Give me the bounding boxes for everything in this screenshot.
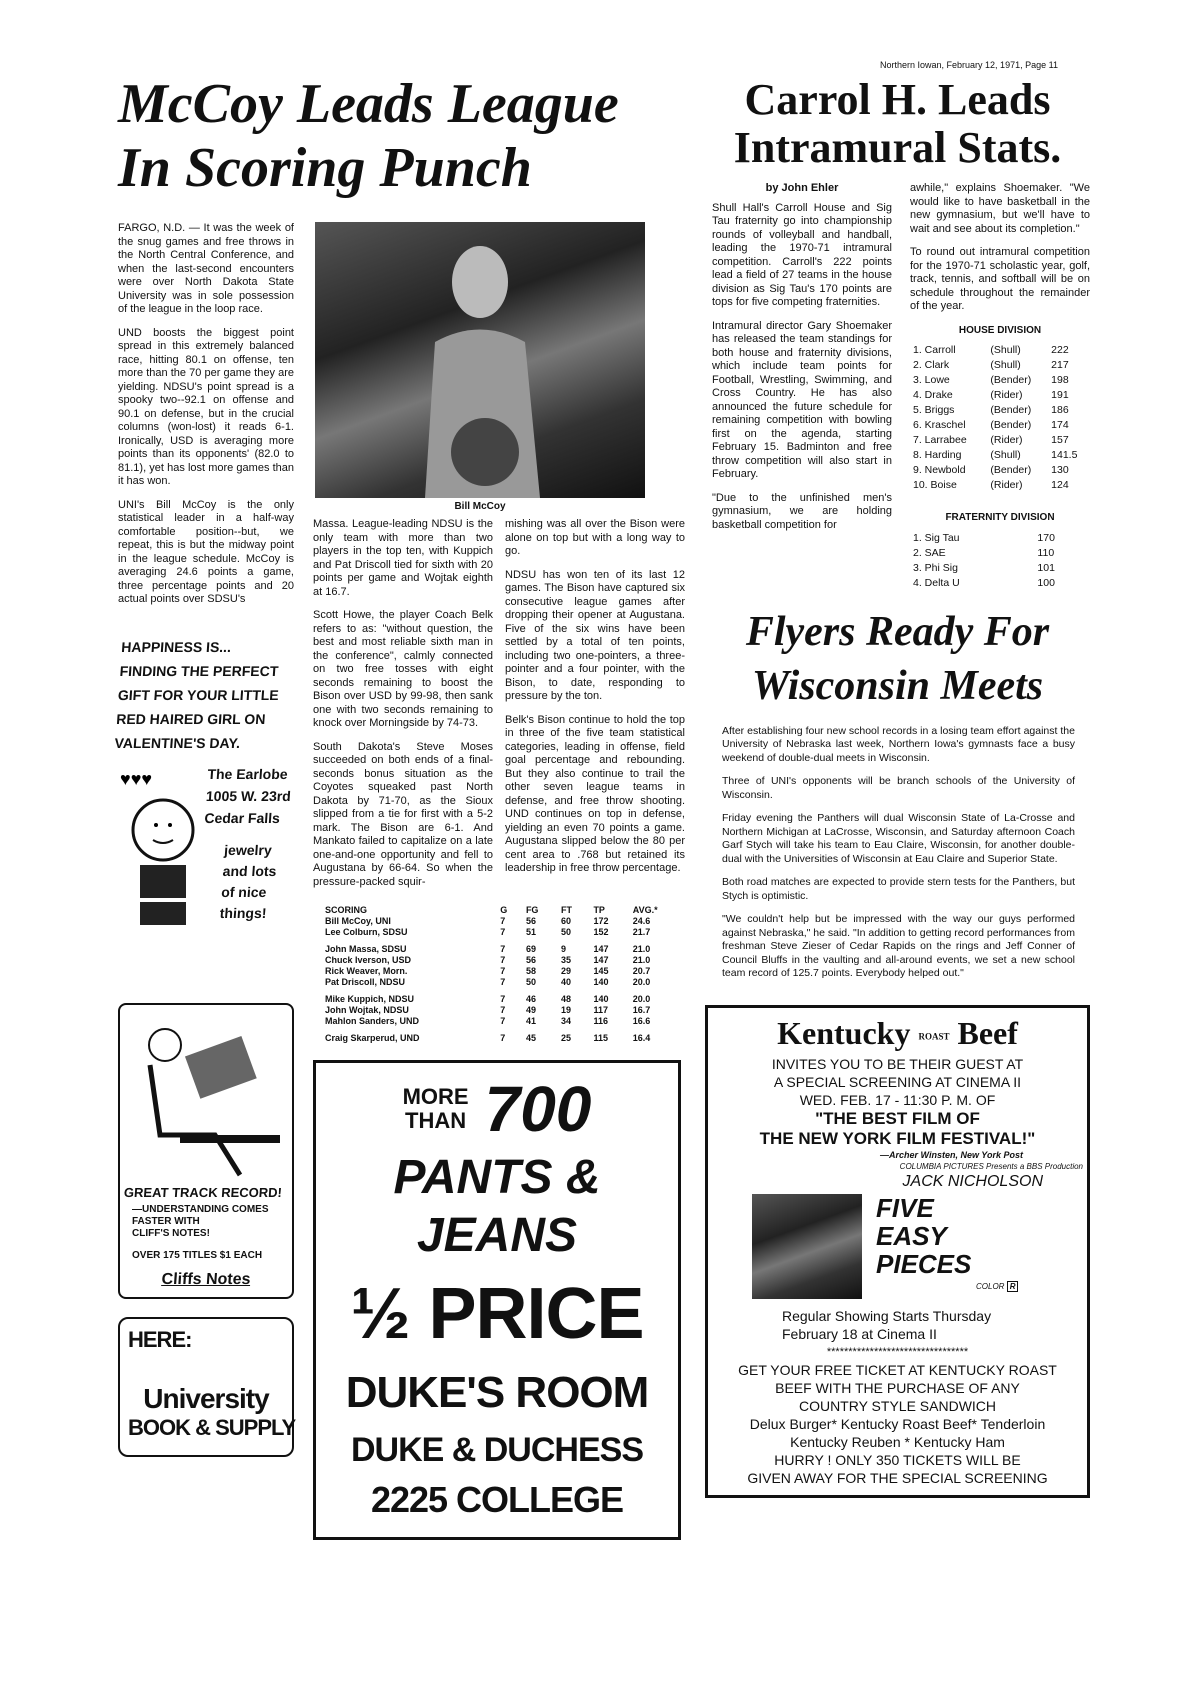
offer-line: HURRY ! ONLY 350 TICKETS WILL BE — [774, 1452, 1021, 1469]
intramural-column-2 — [910, 182, 1090, 591]
house-division-title: HOUSE DIVISION — [958, 324, 1042, 336]
offer-line: GIVEN AWAY FOR THE SPECIAL SCREENING — [747, 1470, 1048, 1487]
cell: (Shull) — [990, 449, 1021, 461]
cliffs-notes-ad — [118, 1003, 294, 1299]
cell: (Bender) — [990, 464, 1032, 476]
cell: 7 — [500, 966, 506, 976]
cell: Chuck Iverson, USD — [325, 955, 412, 965]
nicholson-photo — [752, 1194, 862, 1299]
cell: 100 — [1037, 576, 1055, 589]
fraternity-row — [910, 531, 1090, 546]
address: 2225 COLLEGE — [370, 1479, 624, 1520]
cell: 147 — [593, 944, 609, 954]
cell: 69 — [525, 944, 536, 954]
cell: 124 — [1051, 479, 1069, 491]
duke-duchess-label: DUKE & DUCHESS — [350, 1431, 644, 1469]
student-reading-icon — [120, 1005, 290, 1185]
cell: 7 — [500, 1033, 506, 1043]
invite-line: A SPECIAL SCREENING AT CINEMA II — [773, 1074, 1022, 1091]
ad-line: FINDING THE PERFECT — [119, 662, 279, 679]
color-label: COLOR — [976, 1282, 1005, 1292]
house-row — [910, 343, 1090, 358]
svg-text:♥♥♥: ♥♥♥ — [120, 769, 153, 789]
photo-caption: Bill McCoy — [454, 501, 506, 512]
ad-line: RED HAIRED GIRL ON — [115, 710, 266, 727]
cell: SCORING — [325, 905, 368, 915]
offer-line: Kentucky Reuben * Kentucky Ham — [790, 1434, 1005, 1451]
table-row — [321, 1005, 685, 1016]
paragraph: South Dakota's Steve Moses succeeded on both ends of a final-seconds bonus situation as the Coyotes squeaked past North Dakota by 71-70, as the Sioux slipped from a tie for first with a 5-2 mark. The Bison are 6-1. And Mankato failed to capitalize on a late one-and-one opportunity and fell to Augustana by 66-64. So when the pressure-packed squir- — [313, 740, 493, 888]
store-line: Cedar Falls — [203, 809, 281, 826]
table-row — [321, 966, 685, 977]
tagline: and lots — [222, 862, 278, 879]
cell: 117 — [593, 1005, 608, 1015]
paragraph: "Due to the unfinished men's gymnasium, we are holding basketball competition for — [712, 491, 892, 531]
cell: Lee Colburn, SDSU — [325, 927, 408, 937]
cell: 115 — [593, 1033, 608, 1043]
cell: John Massa, SDSU — [325, 944, 407, 954]
paragraph: FARGO, N.D. — It was the week of the snug games and free throws in the North Central Conference, and when the last-second encounters were over North Dakota State University was in sole possession of the league in the loop race. — [118, 222, 294, 315]
cell: 24.6 — [632, 916, 651, 926]
table-row — [321, 916, 685, 927]
ad-line: GIFT FOR YOUR LITTLE — [117, 686, 280, 703]
showing-line: February 18 at Cinema II — [782, 1326, 937, 1343]
fraternity-row — [910, 576, 1090, 591]
book-supply-label: BOOK & SUPPLY — [128, 1414, 296, 1440]
table-row — [321, 977, 685, 988]
intramural-column-1 — [712, 182, 892, 591]
cell: 222 — [1051, 344, 1069, 356]
cell: 7 — [500, 944, 506, 954]
table-row — [321, 944, 685, 955]
cell: 35 — [560, 955, 571, 965]
cell: 16.6 — [632, 1016, 651, 1026]
critic: —Archer Winsten, New York Post — [880, 1150, 1023, 1161]
offer-line: GET YOUR FREE TICKET AT KENTUCKY ROAST — [738, 1362, 1057, 1379]
paragraph: mishing was all over the Bison were alone on top but with a long way to go. — [505, 518, 685, 557]
kentucky-roast-beef-ad — [705, 1005, 1090, 1499]
cell: 170 — [1037, 531, 1055, 544]
right-column — [705, 76, 1090, 1498]
showing-line: Regular Showing Starts Thursday — [782, 1308, 992, 1325]
cell: 147 — [593, 955, 609, 965]
cell: 140 — [593, 994, 609, 1004]
headline-line-1: Flyers Ready For — [745, 608, 1050, 655]
invite-line: WED. FEB. 17 - 11:30 P. M. OF — [799, 1092, 996, 1109]
cell: 16.7 — [632, 1005, 651, 1015]
cell: 3. Lowe — [913, 374, 950, 386]
cell: G — [500, 905, 508, 915]
cliffs-logo: Cliffs Notes — [160, 1270, 252, 1288]
cell: 45 — [525, 1033, 536, 1043]
than-label: THAN — [405, 1108, 467, 1133]
paragraph: Friday evening the Panthers will dual Wisconsin State of La-Crosse and Northern Michigan at LaCrosse, Wisconsin, and Saturday afternoon Coach Garf Stych will take his team to Eau Claire, Wisconsin, for another double-dual with the Universities of Wisconsin at Eau Claire and Superior State. — [722, 812, 1075, 865]
cell: 1. Carroll — [913, 344, 956, 356]
store-line: 1005 W. 23rd — [205, 787, 292, 804]
cliffs-offer: OVER 175 TITLES $1 EACH — [132, 1249, 263, 1261]
house-row — [910, 448, 1090, 463]
brand-kentucky: Kentucky — [777, 1014, 911, 1051]
cell: 140 — [593, 977, 609, 987]
house-row — [910, 403, 1090, 418]
star-divider: ********************************* — [826, 1346, 969, 1359]
bill-mccoy-photo — [315, 222, 645, 498]
dukes-room-ad — [313, 1060, 681, 1540]
brand-roast: ROAST — [918, 1031, 950, 1042]
cell: 172 — [593, 916, 609, 926]
table-row — [321, 955, 685, 966]
paragraph: "We couldn't help but be impressed with the way our guys performed against Nebraska," he said. "In addition to getting record performances from freshman Steve Zieser of Cedar Rapids on the rings and Jeff Conner of Council Bluffs in the vaulting and all-around events, we set a new school team record of 125.7 points. Everybody helped out." — [722, 913, 1075, 979]
cell: 21.7 — [632, 927, 651, 937]
cell: 51 — [525, 927, 536, 937]
cell: 116 — [593, 1016, 608, 1026]
middle-column — [313, 222, 685, 1540]
paragraph: NDSU has won ten of its last 12 games. The Bison have captured six consecutive league games after dropping their opener at Augustana. Five of the six wins have been settled by a total of ten points, including two one-pointers, a three-pointer and a four pointer, with the Bison, to date, responding to pressure by the ton. — [505, 568, 685, 702]
presents-line: COLUMBIA PICTURES Presents a BBS Production — [899, 1162, 1083, 1172]
paragraph: UNI's Bill McCoy is the only statistical leader in a half-way comfortable position--but, we repeat, this is but the midway point in the league schedule. McCoy is averaging 24.6 points a game, three percentage points and 20 actual points over SDSU's — [118, 498, 294, 605]
cell: 174 — [1051, 419, 1069, 431]
more-label: MORE — [402, 1084, 469, 1109]
cell: 1. Sig Tau — [913, 531, 960, 544]
cell: 4. Drake — [913, 389, 953, 401]
count-700: 700 — [484, 1073, 592, 1145]
cell: 60 — [560, 916, 571, 926]
flyers-headline — [705, 605, 1090, 713]
cell: 48 — [560, 994, 571, 1004]
cell: (Bender) — [990, 404, 1032, 416]
cell: 29 — [560, 966, 571, 976]
player-figure-icon — [315, 222, 645, 498]
cell: 7 — [500, 1016, 506, 1026]
cell: (Rider) — [990, 479, 1023, 491]
pants-label: PANTS & — [393, 1151, 601, 1204]
cliffs-headline: GREAT TRACK RECORD! — [123, 1184, 283, 1200]
film-title: FIVE — [876, 1193, 934, 1224]
cell: 50 — [525, 977, 536, 987]
page-folio: Northern Iowan, February 12, 1971, Page 11 — [880, 60, 1058, 70]
left-column — [114, 222, 296, 1457]
fraternity-division-title: FRATERNITY DIVISION — [945, 512, 1055, 523]
cell: (Rider) — [990, 389, 1023, 401]
cell: 198 — [1051, 374, 1069, 386]
dukes-room-label: DUKE'S ROOM — [345, 1368, 649, 1417]
house-row — [910, 373, 1090, 388]
byline: by John Ehler — [765, 182, 839, 194]
cell: 7. Larrabee — [913, 434, 967, 446]
cell: 56 — [525, 955, 536, 965]
cell: 2. Clark — [913, 359, 950, 371]
paragraph: Intramural director Gary Shoemaker has released the team standings for both house and fraternity divisions, which include team points for Football, Wrestling, Swimming, and Cross Country. He has also announced the future schedule for remaining competition with bowling first on the agenda, starting February 15. Badminton and free throw competition will also start in February. — [712, 319, 892, 480]
house-row — [910, 358, 1090, 373]
cell: 10. Boise — [913, 479, 957, 491]
rating-badge: R — [1007, 1281, 1019, 1292]
cell: FT — [560, 905, 572, 915]
paragraph: Massa. League-leading NDSU is the only team with more than two players in the top ten, with Kuppich and Pat Driscoll tied for sixth with 20 points per game and Wojtak eighth at 16.7. — [313, 518, 493, 598]
headline-line-1: McCoy Leads League — [118, 73, 619, 135]
cell: 101 — [1037, 561, 1055, 574]
mccoy-column-1 — [118, 222, 294, 617]
cell: 2. SAE — [913, 546, 946, 559]
house-row — [910, 418, 1090, 433]
flyers-story — [722, 725, 1075, 991]
film-title: EASY — [876, 1221, 947, 1252]
cell: 19 — [560, 1005, 571, 1015]
cell: 40 — [560, 977, 571, 987]
star-name: JACK NICHOLSON — [902, 1173, 1043, 1191]
cell: 145 — [593, 966, 609, 976]
cell: Rick Weaver, Morn. — [325, 966, 408, 976]
fraternity-row — [910, 561, 1090, 576]
cell: FG — [525, 905, 539, 915]
cell: (Bender) — [990, 374, 1032, 386]
house-row — [910, 433, 1090, 448]
headline-line-2: Wisconsin Meets — [751, 662, 1044, 709]
cell: 20.7 — [632, 966, 651, 976]
ad-line: —UNDERSTANDING COMES — [132, 1203, 269, 1215]
cell: 191 — [1051, 389, 1069, 401]
ad-line: CLIFF'S NOTES! — [132, 1227, 210, 1239]
cell: 217 — [1051, 359, 1069, 371]
cell: 50 — [560, 927, 571, 937]
cell: Mike Kuppich, NDSU — [325, 994, 415, 1004]
cell: 141.5 — [1051, 449, 1078, 461]
table-row — [321, 994, 685, 1005]
cell: 110 — [1037, 546, 1055, 559]
cell: 7 — [500, 927, 506, 937]
cell: 7 — [500, 994, 506, 1004]
quote-line-2: THE NEW YORK FILM FESTIVAL!" — [759, 1129, 1036, 1149]
mccoy-column-3 — [505, 518, 685, 899]
cell: 6. Kraschel — [913, 419, 966, 431]
cell: 25 — [560, 1033, 571, 1043]
mccoy-column-2 — [313, 518, 493, 899]
fraternity-row — [910, 546, 1090, 561]
cell: Mahlon Sanders, UND — [325, 1016, 420, 1026]
invite-line: INVITES YOU TO BE THEIR GUEST AT — [771, 1056, 1024, 1073]
cell: 157 — [1051, 434, 1069, 446]
intramural-headline — [705, 76, 1090, 172]
paragraph: Belk's Bison continue to hold the top in three of the five team statistical categories, leading in offense, field goal percentage and rebounding. But they also continue to trail the other seven league teams in defense, and free throw shooting. UND continues on top in defense, yielding an even 70 points a game. Augustana slipped below the 80 per cent area to .768 but retained its leadership in free throw percentage. — [505, 713, 685, 874]
table-row — [321, 927, 685, 938]
cell: 20.0 — [632, 994, 651, 1004]
university-name: University — [143, 1382, 269, 1414]
offer-line: Delux Burger* Kentucky Roast Beef* Tenderloin — [749, 1416, 1046, 1433]
cell: 5. Briggs — [913, 404, 955, 416]
house-division-table — [910, 343, 1090, 493]
film-title: PIECES — [876, 1249, 972, 1280]
cell: 46 — [525, 994, 536, 1004]
kentucky-logo — [712, 1014, 1083, 1056]
headline-line-2: In Scoring Punch — [118, 137, 532, 199]
jeans-label: JEANS — [416, 1209, 578, 1262]
headline-line-2: Intramural Stats. — [733, 123, 1062, 172]
cell: 49 — [525, 1005, 536, 1015]
tagline: of nice — [220, 883, 267, 900]
cell: 16.4 — [632, 1033, 651, 1043]
cell: 20.0 — [632, 977, 651, 987]
cell: John Wojtak, NDSU — [325, 1005, 409, 1015]
cell: (Bender) — [990, 419, 1032, 431]
table-row — [321, 1033, 685, 1044]
ad-line: FASTER WITH — [132, 1215, 200, 1227]
brand-beef: Beef — [957, 1014, 1018, 1051]
cell: 8. Harding — [913, 449, 962, 461]
cell: (Shull) — [990, 359, 1021, 371]
quote-line-1: "THE BEST FILM OF — [815, 1109, 980, 1129]
cell: 3. Phi Sig — [913, 561, 958, 574]
cell: 130 — [1051, 464, 1069, 476]
paragraph: Three of UNI's opponents will be branch schools of the University of Wisconsin. — [722, 775, 1075, 801]
cell: 7 — [500, 977, 506, 987]
earlobe-ad — [114, 635, 294, 985]
ad-line: VALENTINE'S DAY. — [114, 734, 241, 751]
offer-line: COUNTRY STYLE SANDWICH — [798, 1398, 997, 1415]
cell: 9. Newbold — [913, 464, 966, 476]
cell: 9 — [560, 944, 566, 954]
house-row — [910, 478, 1090, 493]
cell: 58 — [525, 966, 536, 976]
here-label: HERE: — [128, 1326, 192, 1352]
cell: AVG.* — [632, 905, 658, 915]
store-line: The Earlobe — [206, 765, 289, 782]
mccoy-headline — [118, 72, 688, 200]
paragraph: After establishing four new school records in a losing team effort against the University of Nebraska last week, Northern Iowa's gymnasts face a busy weekend of double-dual meets in Wisconsin. — [722, 724, 1075, 764]
cell: 7 — [500, 916, 506, 926]
house-row — [910, 388, 1090, 403]
table-header — [321, 905, 685, 916]
cell: Pat Driscoll, NDSU — [325, 977, 406, 987]
paragraph: awhile," explains Shoemaker. "We would like to have basketball in the new gymnasium, but we'll have to wait and see about its completion." — [910, 182, 1090, 235]
cell: TP — [593, 905, 605, 915]
cell: (Rider) — [990, 434, 1023, 446]
tagline: jewelry — [223, 841, 273, 858]
ad-line: HAPPINESS IS... — [120, 638, 232, 655]
paragraph: Shull Hall's Carroll House and Sig Tau fraternity go into championship rounds of volleyball and handball, leading the 1970-71 intramural competition. Carroll's 222 points lead a field of 27 teams in the house division as Sig Tau's 170 points are tops for five competing fraternities. — [712, 201, 892, 308]
paragraph: To round out intramural competition for the 1970-71 scholastic year, golf, track, tennis, and softball will be on schedule throughout the remainder of the year. — [910, 246, 1090, 312]
cell: 21.0 — [632, 944, 651, 954]
scoring-table — [321, 905, 685, 1044]
fraternity-division-table — [910, 531, 1090, 591]
cell: 41 — [525, 1016, 536, 1026]
university-book-supply-ad — [118, 1317, 294, 1457]
house-row — [910, 463, 1090, 478]
headline-line-1: Carrol H. Leads — [744, 75, 1051, 124]
cell: 4. Delta U — [913, 576, 960, 589]
cell: 56 — [525, 916, 536, 926]
cell: 152 — [593, 927, 609, 937]
table-row — [321, 1016, 685, 1027]
offer-line: BEEF WITH THE PURCHASE OF ANY — [775, 1380, 1020, 1397]
cell: 186 — [1051, 404, 1069, 416]
paragraph: UND boosts the biggest point spread in this extremely balanced race, hitting 80.1 on offense, ten more than the 70 per game they are yielding. NDSU's point spread is a spooky two--92.1 on offense and 90.1 on defense, but in the crucial columns (won-lost) it reads 6-1. Ironically, USD is averaging more points than its opponents' (82.0 to 81.1), yet has lost more games than it has won. — [118, 326, 294, 487]
cell: 7 — [500, 1005, 506, 1015]
paragraph: Scott Howe, the player Coach Belk refers to as: "without question, the best and most reliable sixth man in the conference", calmly connected on two free tosses with eight seconds remaining to boost the Bison over USD by 99-98, then sank one with two seconds remaining to knock over Morningside by 74-73. — [313, 609, 493, 729]
tagline: things! — [219, 904, 268, 921]
cell: Craig Skarperud, UND — [325, 1033, 420, 1043]
cell: 21.0 — [632, 955, 651, 965]
cell: (Shull) — [990, 344, 1021, 356]
charlie-brown-icon — [118, 770, 208, 970]
half-price: ½ PRICE — [350, 1274, 644, 1354]
cell: 34 — [560, 1016, 571, 1026]
cell: 7 — [500, 955, 506, 965]
cell: Bill McCoy, UNI — [325, 916, 391, 926]
paragraph: Both road matches are expected to provide stern tests for the Panthers, but Stych is optimistic. — [722, 876, 1075, 902]
